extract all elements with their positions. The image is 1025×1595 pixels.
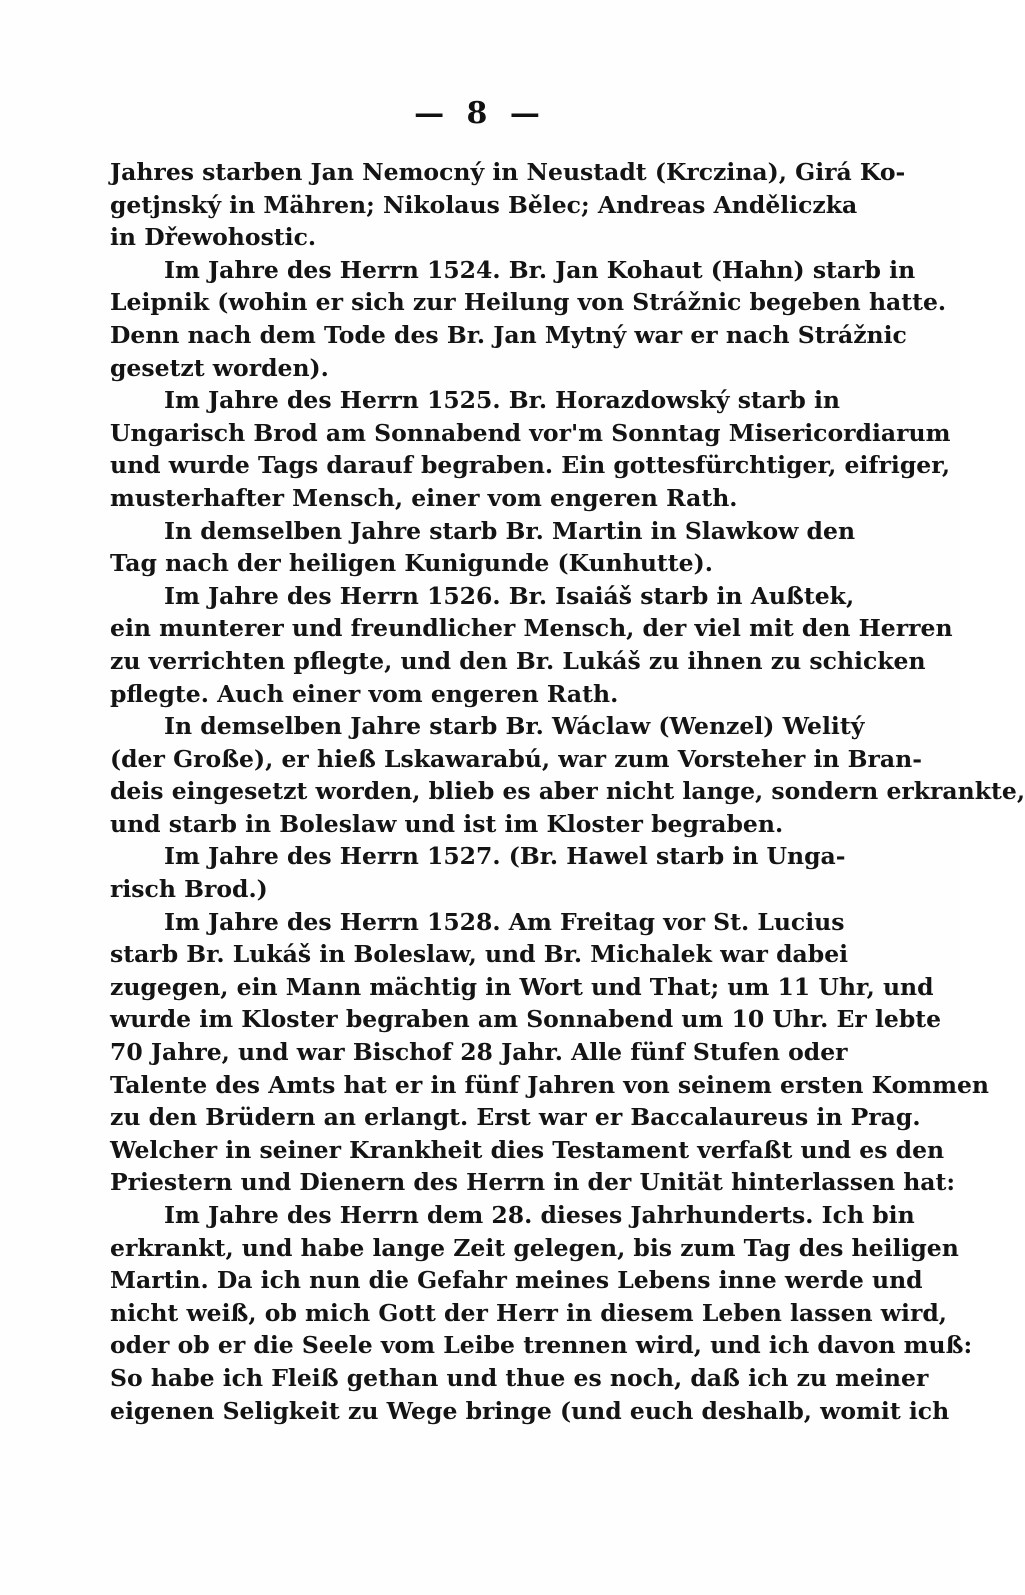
text-line: nicht weiß, ob mich Gott der Herr in diesem Leben lassen wird, [110,1298,947,1327]
text-line: Talente des Amts hat er in fünf Jahren von seinem ersten Kommen [110,1070,990,1099]
text-line: Welcher in seiner Krankheit dies Testament verfaßt und es den [110,1135,945,1164]
text-line: In demselben Jahre starb Br. Martin in Slawkow den [164,516,856,545]
text-line: Denn nach dem Tode des Br. Jan Mytný war er nach Strážnic [110,320,907,349]
text-line: zugegen, ein Mann mächtig in Wort und That; um 11 Uhr, und [110,972,934,1001]
text-line: erkrankt, und habe lange Zeit gelegen, bis zum Tag des heiligen [110,1233,959,1262]
text-line: zu verrichten pflegte, und den Br. Lukáš zu ihnen zu schicken [110,646,926,675]
text-line: risch Brod.) [110,875,268,904]
body-text [110,156,1025,1427]
page-number: — 8 — [414,96,546,131]
text-line: und starb in Boleslaw und ist im Kloster begraben. [110,809,784,838]
text-line: Im Jahre des Herrn 1524. Br. Jan Kohaut (Hahn) starb in [164,255,916,284]
text-line: Priestern und Dienern des Herrn in der Unität hinterlassen hat: [110,1168,956,1197]
text-line: oder ob er die Seele vom Leibe trennen wird, und ich davon muß: [110,1331,973,1360]
text-line: und wurde Tags darauf begraben. Ein gottesfürchtiger, eifriger, [110,451,951,480]
text-line: Im Jahre des Herrn 1528. Am Freitag vor St. Lucius [164,907,845,936]
text-line: deis eingesetzt worden, blieb es aber nicht lange, sondern erkrankte, [110,777,1025,806]
text-line: Im Jahre des Herrn 1527. (Br. Hawel starb in Unga- [164,842,846,871]
text-line: musterhafter Mensch, einer vom engeren Rath. [110,483,738,512]
text-line: wurde im Kloster begraben am Sonnabend um 10 Uhr. Er lebte [110,1005,942,1034]
text-line: getjnský in Mähren; Nikolaus Bělec; Andreas Anděliczka [110,190,858,219]
text-line: Im Jahre des Herrn 1526. Br. Isaiáš starb in Außtek, [164,581,855,610]
text-line: 70 Jahre, und war Bischof 28 Jahr. Alle fünf Stufen oder [110,1038,848,1067]
text-line: Tag nach der heiligen Kunigunde (Kunhutte). [110,549,713,578]
text-line: In demselben Jahre starb Br. Wáclaw (Wenzel) Welitý [164,712,865,741]
text-line: Im Jahre des Herrn dem 28. dieses Jahrhunderts. Ich bin [164,1201,915,1229]
text-line: Jahres starben Jan Nemocný in Neustadt (Krczina), Girá Ko- [110,158,906,186]
text-line: gesetzt worden). [110,353,329,382]
text-line: So habe ich Fleiß gethan und thue es noch, daß ich zu meiner [110,1363,929,1392]
text-line: Ungarisch Brod am Sonnabend vor'm Sonntag Misericordiarum [110,418,951,447]
text-line: zu den Brüdern an erlangt. Erst war er Baccalaureus in Prag. [110,1103,921,1132]
text-line: eigenen Seligkeit zu Wege bringe (und euch deshalb, womit ich [110,1396,950,1425]
text-line: Im Jahre des Herrn 1525. Br. Horazdowský starb in [164,386,841,415]
text-line: in Dřewohostic. [110,223,317,252]
text-line: (der Große), er hieß Lskawarabú, war zum Vorsteher in Bran- [110,744,922,773]
text-line: pflegte. Auch einer vom engeren Rath. [110,679,619,708]
text-line: ein munterer und freundlicher Mensch, der viel mit den Herren [110,614,953,643]
text-line: Martin. Da ich nun die Gefahr meines Lebens inne werde und [110,1266,923,1295]
text-line: starb Br. Lukáš in Boleslaw, und Br. Michalek war dabei [110,940,849,969]
text-line: Leipnik (wohin er sich zur Heilung von Strážnic begeben hatte. [110,288,947,317]
